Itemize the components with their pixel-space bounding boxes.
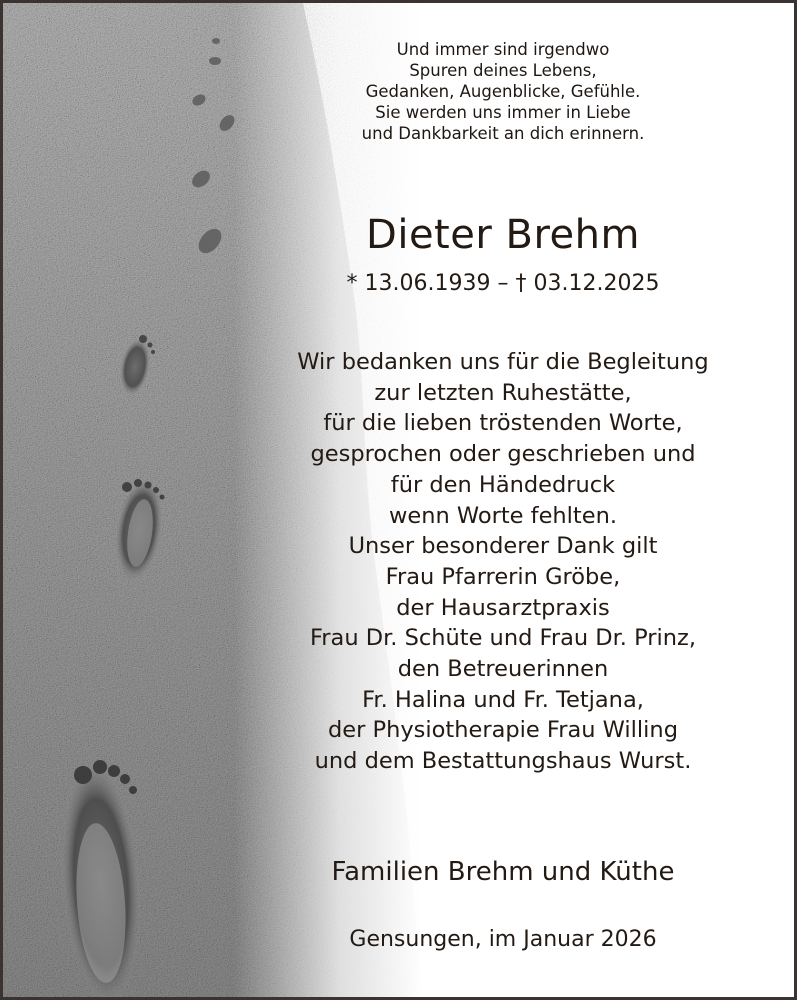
thanks-line: und dem Bestattungshaus Wurst.: [314, 748, 692, 775]
thanks-line: der Physiotherapie Frau Willing: [328, 717, 678, 744]
poem-line: und Dankbarkeit an dich erinnern.: [361, 124, 645, 143]
thanks-line: wenn Worte fehlten.: [388, 502, 618, 529]
thanks-line: zur letzten Ruhestätte,: [374, 379, 632, 406]
poem-line: Sie werden uns immer in Liebe: [375, 103, 631, 122]
thanks-line: Fr. Halina und Fr. Tetjana,: [362, 686, 644, 713]
deceased-name: Dieter Brehm: [366, 212, 640, 258]
thanks-line: Wir bedanken uns für die Begleitung: [297, 349, 709, 375]
poem-line: Spuren deines Lebens,: [409, 61, 597, 80]
poem-line: Und immer sind irgendwo: [396, 40, 610, 59]
thanks-text: [253, 347, 753, 777]
thanks-line: für die lieben tröstenden Worte,: [323, 410, 683, 437]
thanks-line: der Hausarztpraxis: [396, 594, 610, 621]
thanks-line: gesprochen oder geschrieben und: [310, 441, 696, 468]
thanks-line: für den Händedruck: [390, 471, 616, 498]
poem-line: Gedanken, Augenblicke, Gefühle.: [365, 82, 641, 101]
memorial-poem: [253, 39, 753, 144]
thanks-line: Unser besonderer Dank gilt: [348, 533, 658, 560]
thanks-line: Frau Pfarrerin Gröbe,: [385, 563, 621, 590]
place-and-date: Gensungen, im Januar 2026: [349, 927, 657, 952]
family-signature: Familien Brehm und Küthe: [331, 857, 675, 887]
life-dates: * 13.06.1939 – † 03.12.2025: [346, 271, 660, 296]
thanks-line: Frau Dr. Schüte und Frau Dr. Prinz,: [310, 625, 696, 652]
thanks-line: den Betreuerinnen: [397, 656, 609, 683]
